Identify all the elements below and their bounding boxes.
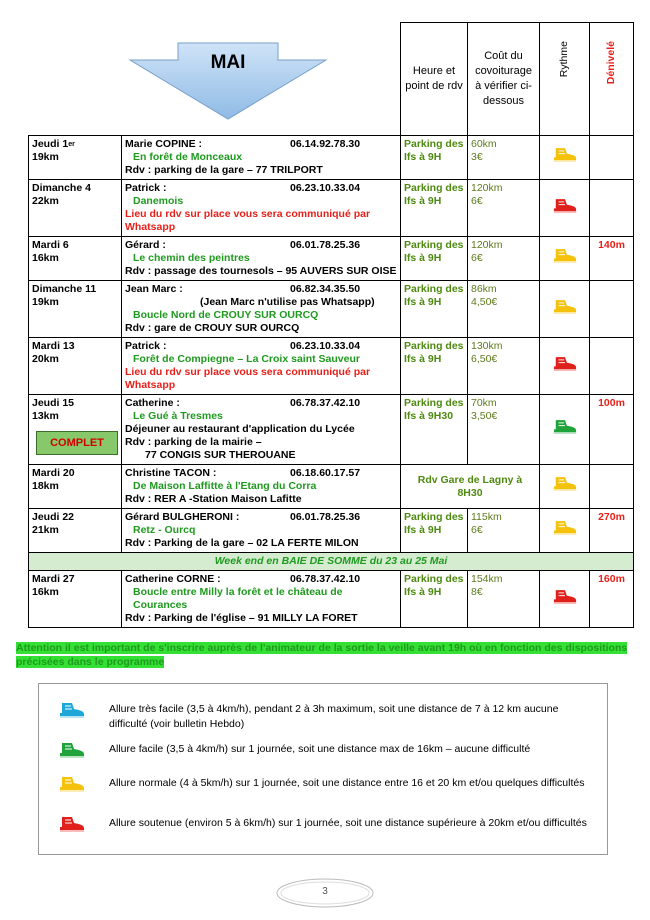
yellow-shoe-icon <box>553 528 577 540</box>
header-row <box>29 23 634 136</box>
cost-price: 6€ <box>471 252 483 264</box>
denivele-cell <box>590 509 634 553</box>
guide-cell <box>122 395 401 465</box>
guide-phone: 06.01.78.25.36 <box>290 239 361 251</box>
distance-label: 20km <box>32 353 59 365</box>
meeting-cell <box>401 395 468 465</box>
cost-cell <box>468 136 540 180</box>
cost-cell <box>468 571 540 628</box>
meeting-cell <box>401 338 468 395</box>
rdv-info: Rdv : passage des tournesols – 95 AUVERS SUR OISE <box>125 265 397 277</box>
distance-label: 18km <box>32 480 59 492</box>
guide-phone: 06.23.10.33.04 <box>290 340 361 352</box>
schedule-table <box>28 22 634 628</box>
cost-km: 70km <box>471 397 497 409</box>
guide-name: Patrick : <box>125 340 167 352</box>
rythme-cell <box>540 509 590 553</box>
cost-price: 6€ <box>471 195 483 207</box>
route-name: Danemois <box>133 195 184 207</box>
rdv-info-2: 77 CONGIS SUR THEROUANE <box>145 449 296 461</box>
attention-note <box>16 641 636 669</box>
meeting-point: Rdv Gare de Lagny à 8H30 <box>417 473 523 499</box>
cost-km: 115km <box>471 511 502 523</box>
sortie-row <box>29 281 634 338</box>
route-name: De Maison Laffitte à l'Etang du Corra <box>133 480 317 492</box>
guide-name: Christine TACON : <box>125 467 217 479</box>
legend-text: Allure facile (3,5 à 4km/h) sur 1 journée, soit une distance max de 16km – aucune difficulté <box>109 743 531 755</box>
guide-phone: 06.01.78.25.36 <box>290 511 361 523</box>
rythme-cell <box>540 237 590 281</box>
guide-cell <box>122 465 401 509</box>
route-name: Boucle Nord de CROUY SUR OURCQ <box>133 309 319 321</box>
red-shoe-icon <box>553 364 577 376</box>
rythme-cell <box>540 465 590 509</box>
header-rythme: Rythme <box>558 41 570 78</box>
cost-cell <box>468 237 540 281</box>
cost-km: 86km <box>471 283 497 295</box>
denivele-cell <box>590 281 634 338</box>
meeting-point: Parking des Ifs à 9H <box>404 283 464 308</box>
distance-label: 21km <box>32 524 59 536</box>
yellow-shoe-icon <box>59 776 85 794</box>
guide-name: Marie COPINE : <box>125 138 203 150</box>
cost-km: 120km <box>471 239 503 251</box>
cost-km: 60km <box>471 138 497 150</box>
distance-label: 19km <box>32 296 59 308</box>
denivele-cell <box>590 237 634 281</box>
meeting-cell <box>401 180 468 237</box>
sortie-row <box>29 180 634 237</box>
sortie-row <box>29 509 634 553</box>
rdv-info: Lieu du rdv sur place vous sera communiqué par Whatsapp <box>125 366 371 391</box>
day-label: Jeudi 22 <box>32 511 75 523</box>
day-label: Dimanche 4 <box>32 182 91 194</box>
blue-shoe-icon <box>59 702 85 720</box>
denivele-value: 140m <box>598 239 625 251</box>
rdv-info: Rdv : parking de la gare – 77 TRILPORT <box>125 164 323 176</box>
guide-name: Catherine : <box>125 397 180 409</box>
red-shoe-icon <box>59 816 85 834</box>
distance-label: 16km <box>32 252 59 264</box>
extra-info: Déjeuner au restaurant d'application du Lycée <box>125 423 355 435</box>
route-name: Retz - Ourcq <box>133 524 196 536</box>
rythme-cell <box>540 338 590 395</box>
cost-price: 8€ <box>471 586 483 598</box>
day-cell <box>29 237 122 281</box>
cost-cell <box>468 395 540 465</box>
cost-km: 154km <box>471 573 503 585</box>
denivele-value: 100m <box>598 397 625 409</box>
header-cout: Coût du covoiturage à vérifier ci-dessous <box>468 23 540 136</box>
guide-cell <box>122 180 401 237</box>
red-shoe-icon <box>553 597 577 609</box>
denivele-value: 160m <box>598 573 625 585</box>
guide-phone: 06.78.37.42.10 <box>290 573 361 585</box>
cost-price: 3,50€ <box>471 410 498 422</box>
legend-text: Allure normale (4 à 5km/h) sur 1 journée, soit une distance entre 16 et 20 km et/ou quelques difficultés <box>109 777 585 789</box>
guide-phone: 06.14.92.78.30 <box>290 138 361 150</box>
legend-text: Allure soutenue (environ 5 à 6km/h) sur 1 journée, soit une distance supérieure à 20km et/ou difficultés <box>109 817 587 829</box>
complet-badge: COMPLET <box>36 431 118 455</box>
guide-cell <box>122 136 401 180</box>
guide-cell <box>122 338 401 395</box>
yellow-shoe-icon <box>553 155 577 167</box>
meeting-point: Parking des Ifs à 9H <box>404 511 464 536</box>
denivele-cell <box>590 136 634 180</box>
rdv-info: Rdv : gare de CROUY SUR OURCQ <box>125 322 300 334</box>
meeting-cell <box>401 136 468 180</box>
denivele-cell <box>590 465 634 509</box>
guide-name: Gérard : <box>125 239 166 251</box>
cost-cell <box>468 281 540 338</box>
rythme-cell <box>540 281 590 338</box>
distance-label: 13km <box>32 410 59 422</box>
cost-price: 4,50€ <box>471 296 498 308</box>
red-shoe-icon <box>553 206 577 218</box>
cost-cell <box>468 338 540 395</box>
meeting-cell <box>401 237 468 281</box>
denivele-cell <box>590 571 634 628</box>
legend-text: Allure très facile (3,5 à 4km/h), pendant 2 à 3h maximum, soit une distance de 7 à 12 km aucune difficulté (voir bulletin Hebdo) <box>109 703 559 730</box>
sortie-row <box>29 237 634 281</box>
guide-phone: 06.78.37.42.10 <box>290 397 361 409</box>
denivele-cell <box>590 395 634 465</box>
day-label: Mardi 27 <box>32 573 75 585</box>
day-cell <box>29 571 122 628</box>
sortie-row <box>29 136 634 180</box>
meeting-cell <box>401 571 468 628</box>
route-name: Le Gué à Tresmes <box>133 410 223 422</box>
weekend-banner-row <box>29 553 634 571</box>
attention-text: Attention il est important de s'inscrire auprès de l'animateur de la sortie la veille avant 19h où en fonction des dispositions précisées dans le programme <box>16 642 628 668</box>
meeting-point: Parking des Ifs à 9H <box>404 573 464 598</box>
day-cell <box>29 338 122 395</box>
day-label: Mardi 6 <box>32 239 69 251</box>
day-label: Jeudi 15 <box>32 397 75 409</box>
rdv-info: Rdv : parking de la mairie – <box>125 436 262 448</box>
day-label: Mardi 20 <box>32 467 75 479</box>
meeting-point: Parking des Ifs à 9H30 <box>404 397 464 422</box>
cost-cell <box>468 180 540 237</box>
rdv-info: Lieu du rdv sur place vous sera communiqué par Whatsapp <box>125 208 371 233</box>
sortie-row <box>29 465 634 509</box>
meeting-point: Parking des Ifs à 9H <box>404 182 464 207</box>
day-label: Jeudi 1 <box>32 138 69 150</box>
cost-cell <box>468 509 540 553</box>
green-shoe-icon <box>553 427 577 439</box>
denivele-cell <box>590 180 634 237</box>
distance-label: 19km <box>32 151 59 163</box>
rythme-cell <box>540 136 590 180</box>
route-name: Boucle entre Milly la forêt et le château de Courances <box>133 586 343 611</box>
cost-km: 120km <box>471 182 503 194</box>
day-label: Dimanche 11 <box>32 283 97 295</box>
day-cell <box>29 180 122 237</box>
guide-cell <box>122 281 401 338</box>
weekend-banner: Week end en BAIE DE SOMME du 23 au 25 Mai <box>29 553 634 571</box>
page-number: 3 <box>322 886 328 897</box>
cost-km: 130km <box>471 340 503 352</box>
yellow-shoe-icon <box>553 256 577 268</box>
day-sup: er <box>68 141 75 148</box>
guide-name: Catherine CORNE : <box>125 573 221 585</box>
meeting-cell <box>401 465 540 509</box>
cost-price: 6€ <box>471 524 483 536</box>
denivele-value: 270m <box>598 511 625 523</box>
guide-note: (Jean Marc n'utilise pas Whatsapp) <box>200 296 375 308</box>
legend-box <box>38 683 608 855</box>
yellow-shoe-icon <box>553 307 577 319</box>
day-cell <box>29 465 122 509</box>
guide-cell <box>122 509 401 553</box>
meeting-point: Parking des Ifs à 9H <box>404 138 464 163</box>
day-cell <box>29 395 122 465</box>
rdv-info: Rdv : Parking de l'église – 91 MILLY LA FORET <box>125 612 358 624</box>
rythme-cell <box>540 571 590 628</box>
guide-name: Jean Marc : <box>125 283 183 295</box>
distance-label: 22km <box>32 195 59 207</box>
guide-name: Patrick : <box>125 182 167 194</box>
day-label: Mardi 13 <box>32 340 75 352</box>
cost-price: 3€ <box>471 151 483 163</box>
guide-phone: 06.23.10.33.04 <box>290 182 361 194</box>
meeting-point: Parking des Ifs à 9H <box>404 340 464 365</box>
cost-price: 6,50€ <box>471 353 498 365</box>
header-denivele: Dénivelé <box>605 41 617 85</box>
guide-name: Gérard BULGHERONI : <box>125 511 240 523</box>
yellow-shoe-icon <box>553 484 577 496</box>
meeting-cell <box>401 509 468 553</box>
denivele-cell <box>590 338 634 395</box>
meeting-point: Parking des Ifs à 9H <box>404 239 464 264</box>
rythme-cell <box>540 395 590 465</box>
rythme-cell <box>540 180 590 237</box>
guide-phone: 06.82.34.35.50 <box>290 283 361 295</box>
guide-cell <box>122 571 401 628</box>
month-title: MAI <box>210 52 246 73</box>
day-cell <box>29 509 122 553</box>
route-name: Forêt de Compiegne – La Croix saint Sauveur <box>133 353 360 365</box>
guide-phone: 06.18.60.17.57 <box>290 467 361 479</box>
green-shoe-icon <box>59 742 85 760</box>
sortie-row <box>29 571 634 628</box>
day-cell <box>29 136 122 180</box>
route-name: Le chemin des peintres <box>133 252 250 264</box>
header-heure: Heure et point de rdv <box>401 23 468 136</box>
sortie-row <box>29 338 634 395</box>
rdv-info: Rdv : RER A -Station Maison Lafitte <box>125 493 302 505</box>
guide-cell <box>122 237 401 281</box>
sortie-row <box>29 395 634 465</box>
route-name: En forêt de Monceaux <box>133 151 243 163</box>
rdv-info: Rdv : Parking de la gare – 02 LA FERTE MILON <box>125 537 359 549</box>
day-cell <box>29 281 122 338</box>
meeting-cell <box>401 281 468 338</box>
distance-label: 16km <box>32 586 59 598</box>
